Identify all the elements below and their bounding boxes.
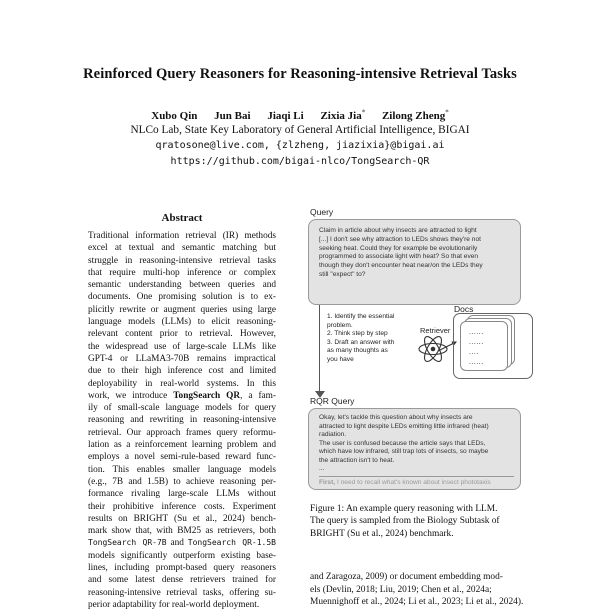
rqr-line: the attraction isn't to heat.: [319, 456, 395, 464]
author: [214, 110, 250, 122]
rqr-divider: [319, 476, 514, 477]
figure-1: [305, 205, 535, 495]
query-line: though they don't encounter heat near/on the LEDs they: [319, 262, 483, 270]
abstract-line: tion. This enables smaller language models: [88, 464, 276, 475]
paper-title: Reinforced Query Reasoners for Reasoning-intensive Retrieval Tasks: [83, 66, 517, 82]
abstract-line: and some latest dense retrievers trained for: [88, 575, 276, 586]
model-code-name: TongSearch QR-1.5B: [187, 538, 276, 548]
abstract-body: [88, 230, 276, 611]
abstract-line: excel at textual and semantic matching but: [88, 243, 276, 254]
abstract-line: reasoning-intensive retrieval tasks, offering su-: [88, 587, 276, 598]
body-line: Muennighoff et al., 2024; Li et al., 2023; Li et al., 2024).: [310, 597, 524, 607]
abstract-line: deployability in real-world systems. In this: [88, 378, 276, 389]
abstract-line: language models (LLMs) to elicit reasoning-: [88, 317, 276, 328]
abstract-line: documents. One promising solution is to ex-: [88, 292, 276, 303]
query-line: still "expect" to?: [319, 270, 366, 278]
author: [382, 110, 449, 122]
github-link[interactable]: https://github.com/bigai-nlco/TongSearch-QR: [170, 156, 430, 167]
query-line: programmed to associate light with heat? So that even: [319, 253, 479, 261]
abstract-line: perior adaptability for real-world deployment.: [88, 599, 260, 610]
author: [151, 110, 197, 122]
author: [320, 110, 365, 122]
abstract-line: mark show that, with BM25 as retrievers, both: [88, 526, 276, 537]
abstract-line: their prohibitive inference costs. Experiment: [88, 501, 276, 512]
model-code-name: TongSearch QR-7B: [88, 538, 167, 548]
author-name: Jiaqi Li: [267, 109, 304, 122]
body-line: els (Devlin, 2018; Liu, 2019; Chen et al., 2024a;: [310, 584, 492, 595]
abstract-line: reasoning and rewriting in reasoning-intensive: [88, 415, 276, 426]
step-line: 2. Think step by step: [327, 330, 388, 338]
query-box: [308, 219, 521, 305]
rqr-line-faded: [319, 479, 514, 488]
author-emails: qratosone@live.com, {zlzheng, jiazixia}@bigai.ai: [155, 140, 445, 151]
abstract-heading: Abstract: [161, 212, 203, 224]
rqr-line: radiation.: [319, 431, 347, 438]
author-name: Zilong Zheng: [381, 109, 446, 122]
abstract-line: semantic understanding between queries and: [88, 280, 276, 291]
reasoning-steps: [327, 313, 415, 373]
rqr-line: Okay, let's tackle this question about why insects are: [319, 414, 473, 421]
query-line: Claim in article about why insects are attracted to light: [319, 227, 477, 234]
abstract-line: Traditional information retrieval (IR) methods: [88, 231, 276, 241]
flow-arrow-line: [319, 305, 320, 393]
step-line: problem.: [327, 321, 353, 329]
abstract-line: results on BRIGHT (Su et al., 2024) bench-: [88, 513, 276, 524]
abstract-line: models significantly outperform existing base-: [88, 550, 276, 561]
doc-line: ......: [469, 329, 484, 336]
abstract-line: ily of small-scale language models for query: [88, 403, 276, 414]
abstract-line: retrieval. Our approach frames query reformu-: [88, 427, 276, 438]
abstract-line: work, we introduce TongSearch QR, a fam-: [88, 390, 276, 401]
model-name: TongSearch QR: [173, 390, 241, 401]
affiliation: NLCo Lab, State Key Laboratory of General Artificial Intelligence, BIGAI: [130, 124, 470, 136]
step-line: 3. Draft an answer with: [327, 338, 395, 346]
abstract-line: formance rivaling large-scale LLMs without: [88, 489, 276, 500]
step-line: as many thoughts as: [327, 347, 388, 355]
abstract-line: GPT-4 or LLaMA3-70B remains impractical: [88, 353, 276, 364]
rqr-first-word: First,: [319, 478, 336, 486]
doc-line: ......: [469, 339, 484, 346]
rqr-faded-text: I need to recall what's known about insect phototaxis: [335, 478, 491, 486]
author: [267, 110, 303, 122]
abstract-line: relevant content prior to retrieval. However,: [88, 329, 276, 340]
figure-caption: [310, 503, 535, 540]
author-name: Zixia Jia: [320, 109, 362, 122]
abstract-line: (e.g., 7B and 1.5B) to achieve reasoning per-: [88, 476, 276, 487]
doc-line: ....: [469, 349, 479, 356]
corresponding-mark: *: [445, 108, 449, 116]
caption-line: Figure 1: An example query reasoning with LLM.: [310, 504, 498, 514]
rqr-line: which have low infrared, still trap lots of insects, so maybe: [319, 448, 489, 455]
abstract-line: TongSearch QR-7B and TongSearch QR-1.5B: [88, 538, 276, 549]
abstract-line: lation as a reinforcement learning problem and: [88, 440, 276, 451]
query-line: [...] I don't see why attraction to LEDs shows they're not: [319, 235, 481, 243]
rqr-query-label: RQR Query: [310, 396, 355, 406]
rqr-line: The user is confused because the article says that LEDs,: [319, 439, 486, 447]
abstract-line: that require multi-hop inference or complex: [88, 267, 276, 278]
body-line: and Zaragoza, 2009) or document embedding mod-: [310, 572, 503, 582]
author-name: Xubo Qin: [151, 109, 198, 122]
abstract-line: the widespread use of large-scale LLMs like: [88, 341, 276, 352]
rqr-query-box: [308, 408, 521, 490]
author-name: Jun Bai: [214, 109, 251, 122]
caption-line: The query is sampled from the Biology Subtask of: [310, 516, 500, 527]
step-line: 1. Identify the essential: [327, 313, 395, 320]
rqr-ellipsis: ...: [319, 465, 325, 472]
retriever-label: Retriever: [420, 326, 451, 335]
step-line: you have: [327, 355, 354, 363]
abstract-line: lines, including prompt-based query reasoners: [88, 563, 276, 574]
query-line: seeking heat. Could they for example be evolutionarily: [319, 244, 478, 252]
query-label: Query: [310, 207, 334, 217]
abstract-line: due to their high inference cost and limited: [88, 366, 276, 377]
abstract-line: plicitly rewrite or augment queries using large: [88, 304, 276, 315]
doc-card: [460, 321, 508, 371]
author-list: [0, 108, 600, 122]
abstract-line: struggle in reasoning-intensive retrieval tasks: [88, 255, 276, 266]
corresponding-mark: *: [361, 108, 366, 116]
rqr-line: attracted to light despite LEDs emitting little infrared (heat): [319, 422, 489, 430]
body-text-right: [310, 571, 538, 609]
doc-line: ......: [469, 359, 484, 366]
docs-label: Docs: [454, 304, 474, 314]
abstract-line: employs a novel semi-rule-based reward func-: [88, 452, 276, 463]
caption-line: BRIGHT (Su et al., 2024) benchmark.: [310, 528, 454, 539]
